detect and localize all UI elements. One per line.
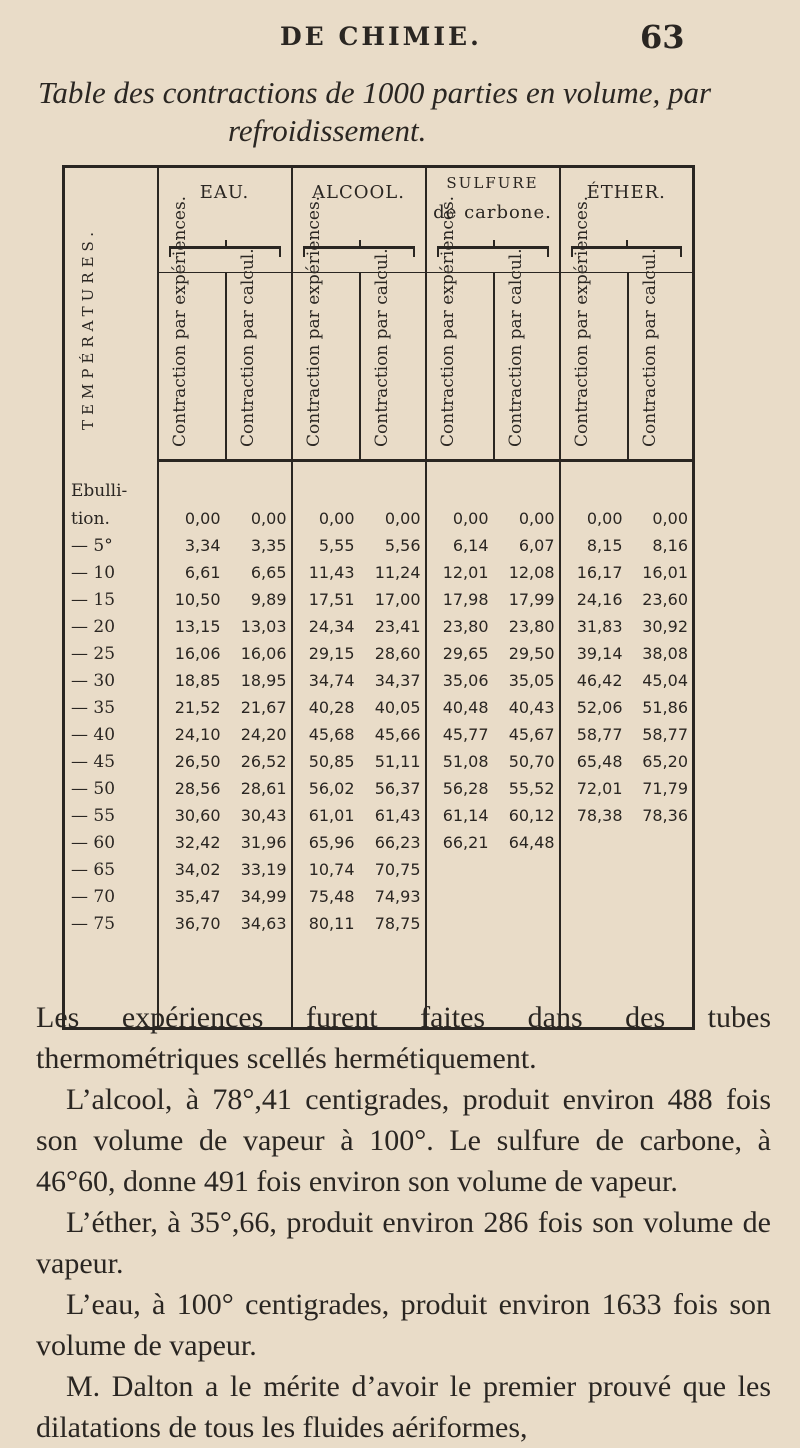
value-cell-experiment bbox=[560, 829, 627, 856]
value-cell-experiment: 6,14 bbox=[426, 532, 493, 559]
value-cell-experiment: 50,85 bbox=[292, 748, 359, 775]
value-cell-experiment: 29,65 bbox=[426, 640, 493, 667]
temperature-cell: — 5° bbox=[64, 532, 158, 559]
temperature-cell: tion. bbox=[64, 505, 158, 532]
value-cell-calc: 3,35 bbox=[250, 536, 287, 555]
value-cell-calc: 23,80 bbox=[508, 617, 555, 636]
value-cell-experiment: 56,28 bbox=[426, 775, 493, 802]
value-cell-experiment: 80,11 bbox=[292, 910, 359, 937]
value-cell-experiment bbox=[560, 461, 627, 506]
value-cell-calc: 33,19 bbox=[240, 860, 287, 879]
header-row-subcolumns bbox=[64, 272, 694, 461]
value-cell-calc: 28,60 bbox=[374, 644, 421, 663]
temperature-cell: — 40 bbox=[64, 721, 158, 748]
value-cell-experiment: 10,50 bbox=[174, 590, 221, 609]
value-cell-calc: 58,77 bbox=[642, 725, 688, 744]
value-cell-calc: 78,75 bbox=[374, 914, 421, 933]
value-cell-calc: 6,07 bbox=[518, 536, 555, 555]
subheader-label: Contraction par calcul. bbox=[505, 248, 526, 447]
table-row bbox=[64, 694, 694, 721]
group-label: ALCOOL. bbox=[312, 182, 405, 203]
subheader-label: Contraction par calcul. bbox=[639, 248, 660, 447]
value-cell-calc: 61,43 bbox=[374, 806, 421, 825]
value-cell-experiment: 75,48 bbox=[292, 883, 359, 910]
value-cell-experiment: 0,00 bbox=[426, 505, 493, 532]
temperature-cell: Ebulli- bbox=[64, 461, 158, 506]
paragraph: L’eau, à 100° centigrades, produit environ 1633 fois son volume de vapeur. bbox=[36, 1288, 771, 1362]
table-row bbox=[64, 748, 694, 775]
value-cell-experiment: 61,01 bbox=[292, 802, 359, 829]
value-cell-calc: 6,65 bbox=[250, 563, 287, 582]
value-cell-calc: 74,93 bbox=[374, 887, 421, 906]
value-cell-experiment bbox=[292, 461, 359, 506]
table-row bbox=[64, 586, 694, 613]
value-cell-calc: 24,20 bbox=[240, 725, 287, 744]
value-cell-calc: 35,05 bbox=[508, 671, 555, 690]
value-cell-experiment: 3,34 bbox=[184, 536, 221, 555]
value-cell-experiment: 24,16 bbox=[560, 586, 627, 613]
value-cell-experiment bbox=[426, 910, 493, 937]
value-cell-experiment: 40,28 bbox=[292, 694, 359, 721]
value-cell-calc: 34,37 bbox=[374, 671, 421, 690]
paragraph: L’alcool, à 78°,41 centigrades, produit environ 488 fois son volume de vapeur à 100°. Le sulfure de carbone, à 46°60, donne 491 fois environ son volume de vapeur. bbox=[36, 1083, 771, 1198]
value-cell-experiment: 17,51 bbox=[292, 586, 359, 613]
table-row bbox=[64, 910, 694, 937]
value-cell-calc bbox=[627, 856, 694, 883]
value-cell-calc: 66,23 bbox=[374, 833, 421, 852]
value-cell-calc: 40,43 bbox=[508, 698, 555, 717]
table-row bbox=[64, 856, 694, 883]
value-cell-experiment: 39,14 bbox=[560, 640, 627, 667]
temperature-cell: — 70 bbox=[64, 883, 158, 910]
value-cell-calc: 40,05 bbox=[374, 698, 421, 717]
temperature-cell: — 20 bbox=[64, 613, 158, 640]
value-cell-experiment: 66,21 bbox=[426, 829, 493, 856]
value-cell-experiment: 78,38 bbox=[560, 802, 627, 829]
table-row bbox=[64, 775, 694, 802]
value-cell-experiment: 40,48 bbox=[426, 694, 493, 721]
value-cell-calc: 56,37 bbox=[374, 779, 421, 798]
subheader-calc bbox=[359, 248, 426, 461]
temperature-cell: — 10 bbox=[64, 559, 158, 586]
temperature-header bbox=[64, 167, 158, 461]
value-cell-calc: 34,63 bbox=[240, 914, 287, 933]
value-cell-experiment: 45,77 bbox=[426, 721, 493, 748]
value-cell-experiment: 46,42 bbox=[560, 667, 627, 694]
value-cell-experiment: 6,61 bbox=[184, 563, 221, 582]
value-cell-experiment: 31,83 bbox=[560, 613, 627, 640]
value-cell-calc bbox=[225, 461, 292, 506]
value-cell-calc: 12,08 bbox=[508, 563, 555, 582]
value-cell-experiment: 23,80 bbox=[426, 613, 493, 640]
value-cell-experiment bbox=[426, 883, 493, 910]
value-cell-calc: 29,50 bbox=[508, 644, 555, 663]
table-row bbox=[64, 559, 694, 586]
value-cell-experiment: 17,98 bbox=[426, 586, 493, 613]
value-cell-calc bbox=[493, 910, 560, 937]
value-cell-calc: 71,79 bbox=[642, 779, 688, 798]
value-cell-calc bbox=[493, 461, 560, 506]
value-cell-calc bbox=[627, 910, 694, 937]
subheader-exp bbox=[158, 195, 225, 461]
subheader-label: Contraction par expériences. bbox=[169, 195, 190, 447]
value-cell-calc: 28,61 bbox=[240, 779, 287, 798]
value-cell-experiment bbox=[426, 461, 493, 506]
body-text bbox=[36, 997, 771, 1448]
running-head bbox=[0, 18, 800, 62]
value-cell-calc: 30,43 bbox=[240, 806, 287, 825]
value-cell-calc: 17,99 bbox=[508, 590, 555, 609]
value-cell-experiment: 24,34 bbox=[292, 613, 359, 640]
value-cell-experiment: 34,02 bbox=[174, 860, 221, 879]
value-cell-experiment: 5,55 bbox=[292, 532, 359, 559]
value-cell-experiment: 16,06 bbox=[174, 644, 221, 663]
value-cell-calc bbox=[359, 461, 426, 506]
table-row bbox=[64, 532, 694, 559]
value-cell-calc: 23,60 bbox=[642, 590, 688, 609]
table-row bbox=[64, 883, 694, 910]
value-cell-experiment: 56,02 bbox=[292, 775, 359, 802]
value-cell-experiment: 34,74 bbox=[292, 667, 359, 694]
value-cell-calc: 64,48 bbox=[508, 833, 555, 852]
value-cell-experiment: 24,10 bbox=[174, 725, 221, 744]
value-cell-calc: 13,03 bbox=[240, 617, 287, 636]
value-cell-experiment: 58,77 bbox=[560, 721, 627, 748]
value-cell-calc: 21,67 bbox=[240, 698, 287, 717]
table-row bbox=[64, 640, 694, 667]
value-cell-experiment: 12,01 bbox=[426, 559, 493, 586]
value-cell-calc bbox=[493, 856, 560, 883]
value-cell-experiment: 29,15 bbox=[292, 640, 359, 667]
table-row bbox=[64, 721, 694, 748]
value-cell-experiment: 35,47 bbox=[174, 887, 221, 906]
value-cell-experiment: 30,60 bbox=[174, 806, 221, 825]
value-cell-calc: 16,01 bbox=[642, 563, 688, 582]
value-cell-calc bbox=[627, 461, 694, 506]
contraction-table bbox=[62, 165, 695, 1030]
temperature-cell: — 60 bbox=[64, 829, 158, 856]
value-cell-calc: 30,92 bbox=[642, 617, 688, 636]
value-cell-experiment: 72,01 bbox=[560, 775, 627, 802]
value-cell-calc: 11,24 bbox=[374, 563, 421, 582]
value-cell-experiment bbox=[560, 910, 627, 937]
value-cell-calc: 78,36 bbox=[642, 806, 688, 825]
temperature-cell: — 55 bbox=[64, 802, 158, 829]
value-cell-experiment: 11,43 bbox=[292, 559, 359, 586]
value-cell-calc: 55,52 bbox=[508, 779, 555, 798]
caption-line-1: Table des contractions de 1000 parties en volume, par bbox=[38, 75, 712, 110]
value-cell-calc: 51,86 bbox=[642, 698, 688, 717]
value-cell-calc: 45,67 bbox=[508, 725, 555, 744]
value-cell-calc: 5,56 bbox=[384, 536, 421, 555]
temperature-cell: — 15 bbox=[64, 586, 158, 613]
value-cell-calc: 0,00 bbox=[384, 509, 421, 528]
value-cell-calc bbox=[493, 883, 560, 910]
table-row bbox=[64, 667, 694, 694]
table-row bbox=[64, 461, 694, 506]
value-cell-calc: 38,08 bbox=[642, 644, 688, 663]
table-caption bbox=[38, 74, 738, 150]
value-cell-calc bbox=[627, 829, 694, 856]
value-cell-calc: 18,95 bbox=[240, 671, 287, 690]
value-cell-experiment: 18,85 bbox=[174, 671, 221, 690]
value-cell-calc: 31,96 bbox=[240, 833, 287, 852]
temperature-cell: — 65 bbox=[64, 856, 158, 883]
page-number: 63 bbox=[640, 18, 685, 56]
value-cell-calc: 16,06 bbox=[240, 644, 287, 663]
temperature-cell: — 30 bbox=[64, 667, 158, 694]
value-cell-calc: 50,70 bbox=[508, 752, 555, 771]
value-cell-experiment bbox=[560, 883, 627, 910]
value-cell-calc: 26,52 bbox=[240, 752, 287, 771]
subheader-calc bbox=[493, 248, 560, 461]
value-cell-experiment: 65,48 bbox=[560, 748, 627, 775]
subheader-label: Contraction par calcul. bbox=[237, 248, 258, 447]
table-row bbox=[64, 505, 694, 532]
subheader-calc bbox=[225, 248, 292, 461]
value-cell-experiment: 51,08 bbox=[426, 748, 493, 775]
temperature-cell: — 50 bbox=[64, 775, 158, 802]
subheader-exp bbox=[560, 195, 627, 461]
value-cell-experiment: 8,15 bbox=[560, 532, 627, 559]
value-cell-experiment: 21,52 bbox=[174, 698, 221, 717]
table-row bbox=[64, 802, 694, 829]
value-cell-experiment: 10,74 bbox=[292, 856, 359, 883]
value-cell-experiment: 13,15 bbox=[174, 617, 221, 636]
value-cell-experiment: 28,56 bbox=[174, 779, 221, 798]
value-cell-experiment: 0,00 bbox=[184, 509, 221, 528]
subheader-label: Contraction par expériences. bbox=[303, 195, 324, 447]
temperature-cell: — 75 bbox=[64, 910, 158, 937]
value-cell-calc: 9,89 bbox=[250, 590, 287, 609]
value-cell-calc: 65,20 bbox=[642, 752, 688, 771]
value-cell-calc: 45,66 bbox=[374, 725, 421, 744]
group-label-line-2: de carbone. bbox=[433, 202, 552, 223]
group-label: ÉTHER. bbox=[586, 182, 666, 203]
paragraph: L’éther, à 35°,66, produit environ 286 fois son volume de vapeur. bbox=[36, 1206, 771, 1280]
value-cell-experiment: 0,00 bbox=[560, 505, 627, 532]
paragraph: M. Dalton a le mérite d’avoir le premier prouvé que les dilatations de tous les fluides aériformes, bbox=[36, 1370, 771, 1444]
value-cell-calc: 0,00 bbox=[652, 509, 688, 528]
value-cell-experiment bbox=[426, 856, 493, 883]
value-cell-experiment: 32,42 bbox=[174, 833, 221, 852]
table-row bbox=[64, 829, 694, 856]
subheader-exp bbox=[292, 195, 359, 461]
paragraph: Les expériences furent faites dans des tubes thermométriques scellés hermétiquement. bbox=[36, 1001, 771, 1075]
value-cell-experiment: 16,17 bbox=[560, 559, 627, 586]
subheader-label: Contraction par expériences. bbox=[437, 195, 458, 447]
value-cell-experiment: 0,00 bbox=[292, 505, 359, 532]
value-cell-experiment: 45,68 bbox=[292, 721, 359, 748]
value-cell-experiment: 52,06 bbox=[560, 694, 627, 721]
temperature-cell: — 25 bbox=[64, 640, 158, 667]
table-body bbox=[64, 461, 694, 1029]
value-cell-calc: 34,99 bbox=[240, 887, 287, 906]
group-label: EAU. bbox=[199, 182, 250, 203]
value-cell-experiment: 35,06 bbox=[426, 667, 493, 694]
running-title: DE CHIMIE. bbox=[280, 22, 482, 51]
value-cell-experiment bbox=[158, 461, 225, 506]
value-cell-calc: 45,04 bbox=[642, 671, 688, 690]
subheader-label: Contraction par calcul. bbox=[371, 248, 392, 447]
value-cell-experiment bbox=[560, 856, 627, 883]
value-cell-calc: 17,00 bbox=[374, 590, 421, 609]
table-row bbox=[64, 613, 694, 640]
temperature-cell: — 35 bbox=[64, 694, 158, 721]
value-cell-calc: 0,00 bbox=[250, 509, 287, 528]
value-cell-calc bbox=[627, 883, 694, 910]
value-cell-calc: 51,11 bbox=[374, 752, 421, 771]
temperature-cell: — 45 bbox=[64, 748, 158, 775]
subheader-calc bbox=[627, 248, 694, 461]
value-cell-calc: 70,75 bbox=[374, 860, 421, 879]
value-cell-calc: 8,16 bbox=[652, 536, 688, 555]
value-cell-experiment: 61,14 bbox=[426, 802, 493, 829]
group-label: SULFURE bbox=[446, 174, 539, 192]
subheader-label: Contraction par expériences. bbox=[571, 195, 592, 447]
caption-line-2: refroidissement. bbox=[228, 113, 427, 148]
value-cell-experiment: 36,70 bbox=[174, 914, 221, 933]
value-cell-experiment: 26,50 bbox=[174, 752, 221, 771]
value-cell-calc: 0,00 bbox=[518, 509, 555, 528]
value-cell-calc: 23,41 bbox=[374, 617, 421, 636]
value-cell-calc: 60,12 bbox=[508, 806, 555, 825]
temperature-header-label: TEMPÉRATURES. bbox=[79, 226, 97, 430]
value-cell-experiment: 65,96 bbox=[292, 829, 359, 856]
